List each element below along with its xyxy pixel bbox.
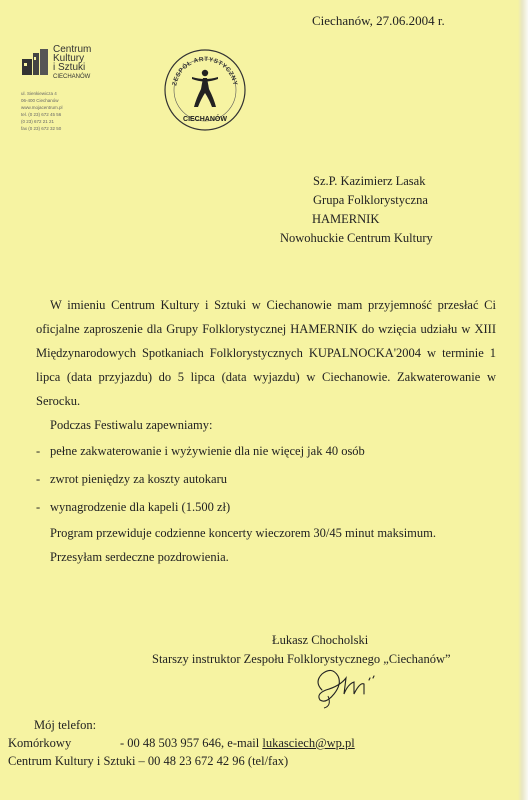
- ensemble-stamp-icon: [162, 47, 248, 133]
- invitation-paragraph: W imieniu Centrum Kultury i Sztuki w Ciechanowie mam przyjemność przesłać Ci oficjalne zaproszenie dla Grupy Folklorystycznej HAMERNIK do wzięcia udziału w XIII Międzynarodowych Spotkaniach Folklorystycznych KUPALNOCKA'2004 w terminie 1 lipca (data przyjazdu) do 5 lipca (data wyjazdu) w Ciechanowie. Zakwaterowanie w Serocku.: [36, 298, 496, 408]
- list-item: - zwrot pieniędzy za koszty autokaru: [36, 465, 496, 493]
- email-link[interactable]: lukasciech@wp.pl: [262, 736, 355, 750]
- recipient-group-name: HAMERNIK: [312, 212, 380, 226]
- list-item: - pełne zakwaterowanie i wyżywienie dla nie więcej jak 40 osób: [36, 437, 496, 465]
- recipient-name: Sz.P. Kazimierz Lasak: [313, 174, 426, 188]
- logo-line-1: Centrum: [53, 44, 92, 55]
- mobile-label: Komórkowy: [8, 736, 72, 750]
- handwritten-signature-icon: [308, 660, 388, 710]
- stamp-arc-text: ZESPÓŁ ARTYSTYCZNY: [171, 55, 239, 87]
- contact-heading: Mój telefon:: [34, 718, 97, 732]
- logo-city: CIECHANÓW: [53, 74, 91, 80]
- logo-mark-icon: [20, 47, 50, 77]
- contact-block: [8, 716, 355, 770]
- mobile-value: - 00 48 503 957 646, e-mail: [120, 736, 263, 750]
- recipient-group-type: Grupa Folklorystyczna: [313, 193, 428, 207]
- recipient-institution: Nowohuckie Centrum Kultury: [280, 231, 433, 245]
- recipient-address: [280, 172, 433, 248]
- provided-list: [36, 437, 496, 521]
- centrum-logo: [20, 45, 130, 155]
- letter-body: [36, 293, 496, 569]
- program-paragraph: Program przewiduje codzienne koncerty wieczorem 30/45 minut maksimum.: [50, 526, 436, 540]
- logo-address-block: ul. Sienkiewicza 4 06-400 Ciechanów www.mojacentrum.pl tel. (0 23) 672 45 56 (0 23) 672 21 21 fax (0 23) 672 32 50: [21, 91, 63, 131]
- signer-name: Łukasz Chocholski: [272, 633, 369, 647]
- festival-intro: Podczas Festiwalu zapewniamy:: [50, 418, 213, 432]
- list-item: - wynagrodzenie dla kapeli (1.500 zł): [36, 493, 496, 521]
- logo-line-2: Kultury: [53, 53, 85, 64]
- greeting-line: Przesyłam serdeczne pozdrowienia.: [50, 550, 229, 564]
- logo-line-3: i Sztuki: [53, 62, 86, 73]
- mobile-row: [8, 734, 355, 752]
- letter-date: Ciechanów, 27.06.2004 r.: [312, 13, 445, 28]
- stamp-bottom-text: CIECHANÓW: [183, 116, 227, 123]
- logo-text: [53, 45, 91, 82]
- office-phone-row: Centrum Kultury i Sztuki – 00 48 23 672 42 96 (tel/fax): [8, 754, 289, 768]
- signer-title: Starszy instruktor Zespołu Folklorystycznego „Ciechanów”: [152, 652, 451, 666]
- scan-edge: [518, 0, 528, 800]
